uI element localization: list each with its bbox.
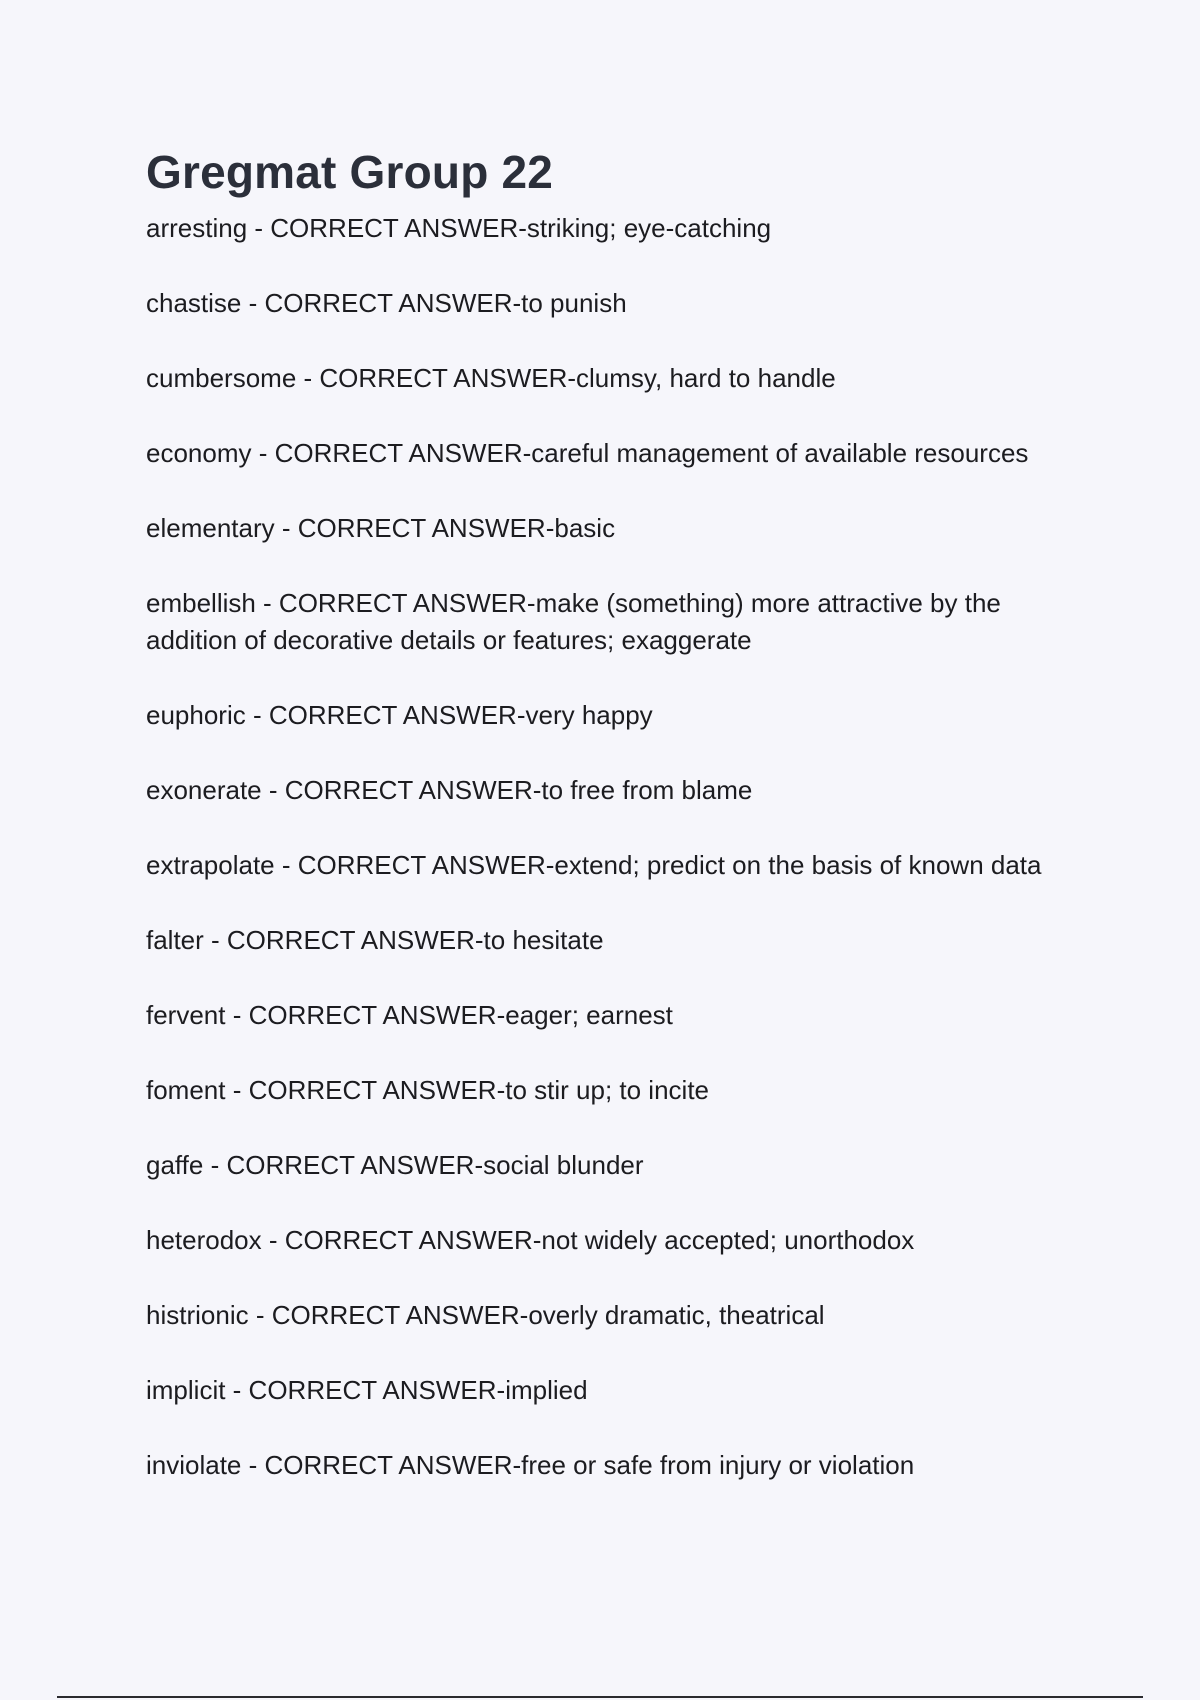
flashcard-entry: foment - CORRECT ANSWER-to stir up; to incite [146, 1075, 709, 1105]
flashcard-entry: inviolate - CORRECT ANSWER-free or safe from injury or violation [146, 1450, 915, 1480]
flashcard-entry: falter - CORRECT ANSWER-to hesitate [146, 925, 604, 955]
flashcard-entry: gaffe - CORRECT ANSWER-social blunder [146, 1150, 644, 1180]
flashcard-entry: extrapolate - CORRECT ANSWER-extend; predict on the basis of known data [146, 850, 1042, 880]
page-bottom-divider [57, 1696, 1143, 1698]
page-title: Gregmat Group 22 [146, 146, 554, 198]
flashcard-entry: exonerate - CORRECT ANSWER-to free from blame [146, 775, 753, 805]
flashcard-list [146, 210, 1046, 1522]
flashcard-entry: chastise - CORRECT ANSWER-to punish [146, 288, 627, 318]
flashcard-entry: implicit - CORRECT ANSWER-implied [146, 1375, 588, 1405]
flashcard-entry: economy - CORRECT ANSWER-careful management of available resources [146, 438, 1029, 468]
flashcard-entry: arresting - CORRECT ANSWER-striking; eye-catching [146, 213, 772, 243]
flashcard-entry: embellish - CORRECT ANSWER-make (something) more attractive by the addition of decorative details or features; exaggerate [146, 588, 1001, 655]
flashcard-entry: histrionic - CORRECT ANSWER-overly dramatic, theatrical [146, 1300, 825, 1330]
flashcard-entry: fervent - CORRECT ANSWER-eager; earnest [146, 1000, 673, 1030]
flashcard-entry: cumbersome - CORRECT ANSWER-clumsy, hard to handle [146, 363, 836, 393]
flashcard-entry: euphoric - CORRECT ANSWER-very happy [146, 700, 653, 730]
flashcard-entry: heterodox - CORRECT ANSWER-not widely accepted; unorthodox [146, 1225, 915, 1255]
flashcard-entry: elementary - CORRECT ANSWER-basic [146, 513, 616, 543]
